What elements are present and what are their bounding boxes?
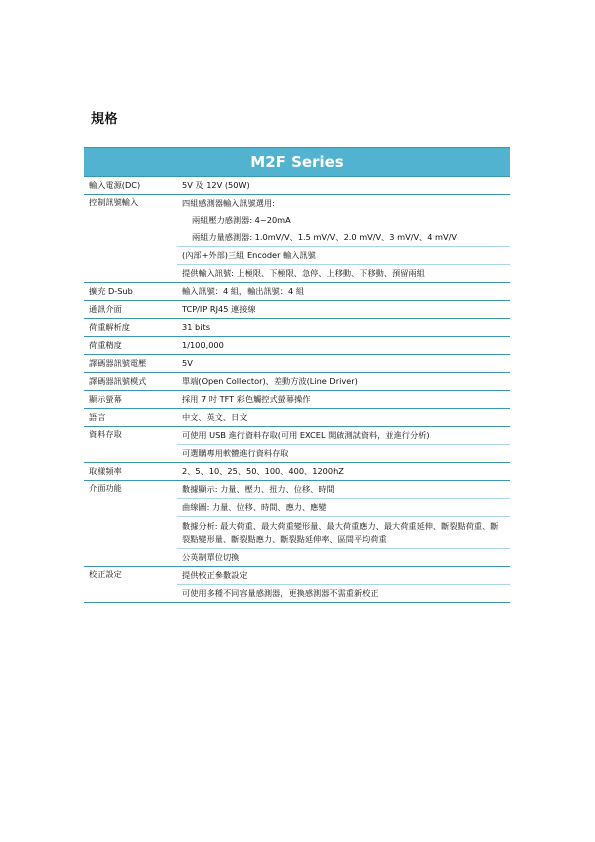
row-values (177, 409, 510, 427)
row-value: (內部+外部)三組 Encoder 輸入訊號 (177, 246, 510, 264)
row-label: 荷重精度 (84, 337, 177, 355)
row-value: 中文、英文、日文 (182, 412, 248, 422)
row-value: 31 bits (182, 322, 210, 332)
row-value: 公英制單位切換 (177, 548, 510, 566)
row-values (177, 355, 510, 373)
row-value: 1/100,000 (182, 340, 224, 350)
row-value: 5V 及 12V (50W) (182, 180, 250, 190)
row-value: 輸入訊號：4 組，輸出訊號：4 組 (182, 286, 305, 296)
row-label: 輸入電源(DC) (84, 177, 177, 195)
table-row (84, 177, 510, 195)
row-values (177, 481, 510, 567)
table-row (84, 301, 510, 319)
row-value: 採用 7 吋 TFT 彩色觸控式螢幕操作 (182, 394, 311, 404)
row-values (177, 301, 510, 319)
row-values (177, 373, 510, 391)
row-value: 5V (182, 358, 193, 368)
table-title: M2F Series (84, 148, 510, 177)
table-row (84, 463, 510, 481)
row-value: 2、5、10、25、50、100、400、1200hZ (182, 466, 344, 476)
table-row (84, 409, 510, 427)
table-row (84, 337, 510, 355)
row-value: 提供校正參數設定 (182, 570, 248, 581)
table-row (84, 391, 510, 409)
row-value: 兩組壓力感測器: 4~20mA (192, 215, 291, 225)
row-label: 資料存取 (84, 427, 177, 463)
table-row (84, 319, 510, 337)
row-label: 譯碼器訊號電壓 (84, 355, 177, 373)
table-row (84, 567, 510, 603)
row-value: 數據顯示: 力量、壓力、扭力、位移、時間 (182, 484, 335, 494)
row-value: 曲線圖: 力量、位移、時間、應力、應變 (177, 498, 510, 516)
table-row (84, 283, 510, 301)
row-value: 可使用 USB 進行資料存取(可用 EXCEL 開啟測試資料，並進行分析) (182, 430, 430, 440)
row-label: 通訊介面 (84, 301, 177, 319)
table-row (84, 195, 510, 283)
row-values (177, 177, 510, 195)
row-label: 譯碼器訊號模式 (84, 373, 177, 391)
row-value: 可使用多種不同容量感測器，更換感測器不需重新校正 (177, 584, 510, 602)
row-values (177, 195, 510, 283)
table-row (84, 355, 510, 373)
table-row (84, 427, 510, 463)
row-label: 語言 (84, 409, 177, 427)
row-values (177, 337, 510, 355)
row-value: 可選購專用軟體進行資料存取 (177, 444, 510, 462)
row-label: 控制訊號輸入 (84, 195, 177, 283)
row-value: TCP/IP RJ45 連接線 (182, 304, 256, 314)
table-row (84, 481, 510, 567)
row-values (177, 319, 510, 337)
row-value: 單端(Open Collector)、差動方波(Line Driver) (182, 376, 358, 386)
row-values (177, 567, 510, 603)
table-row (84, 373, 510, 391)
row-label: 介面功能 (84, 481, 177, 567)
row-values (177, 463, 510, 481)
row-value: 提供輸入訊號: 上極限、下極限、急停、上移動、下移動、預留兩組 (177, 264, 510, 282)
row-label: 取樣頻率 (84, 463, 177, 481)
row-value: 四組感測器輸入訊號選用: (182, 198, 275, 208)
row-label: 校正設定 (84, 567, 177, 603)
row-label: 顯示螢幕 (84, 391, 177, 409)
spec-table (84, 147, 510, 603)
row-value: 兩組力量感測器: 1.0mV/V、1.5 mV/V、2.0 mV/V、3 mV/V、4 mV/V (192, 232, 457, 242)
section-heading: 規格 (91, 112, 119, 127)
row-value: 數據分析: 最大荷重、最大荷重變形量、最大荷重應力、最大荷重延伸、斷裂點荷重、斷裂點變形量、斷裂點應力、斷裂點延伸率、區間平均荷重 (177, 516, 510, 548)
row-values (177, 283, 510, 301)
row-label: 荷重解析度 (84, 319, 177, 337)
row-values (177, 391, 510, 409)
row-values (177, 427, 510, 463)
row-label: 擴充 D-Sub (84, 283, 177, 301)
